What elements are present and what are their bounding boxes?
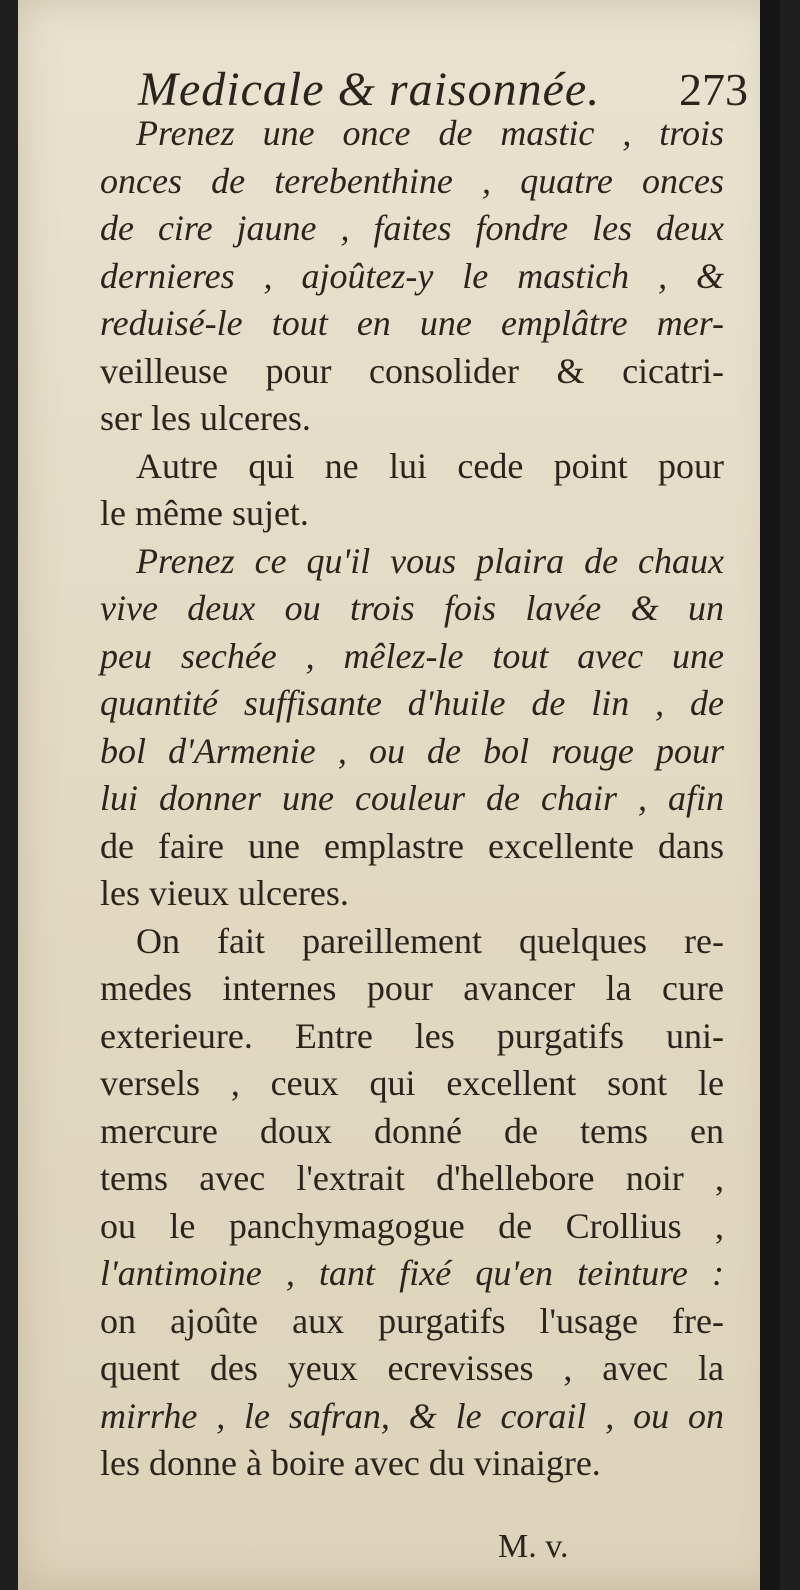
paragraph bbox=[100, 538, 724, 918]
text-line: Prenez ce qu'il vous plaira de chaux bbox=[136, 540, 724, 581]
text-line: lui donner une couleur de chair , afin bbox=[100, 778, 724, 818]
page-number: 273 bbox=[679, 64, 748, 115]
text-line: mercure doux donné de tems en bbox=[100, 1110, 724, 1151]
text-line: peu sechée , mêlez-le tout avec une bbox=[100, 635, 724, 676]
text-line: le même sujet. bbox=[100, 493, 309, 533]
text-line: versels , ceux qui excellent sont le bbox=[100, 1063, 724, 1103]
text-line: quantité suffisante d'huile de lin , de bbox=[100, 683, 724, 723]
text-line: tems avec l'extrait d'hellebore noir , bbox=[100, 1158, 724, 1198]
text-line: exterieure. Entre les purgatifs uni- bbox=[100, 1015, 724, 1056]
text-line: de faire une emplastre excellente dans bbox=[100, 825, 724, 866]
signature-mark: M. v. bbox=[498, 1528, 569, 1565]
text-line: veilleuse pour consolider & cicatri- bbox=[100, 350, 724, 391]
book-page bbox=[18, 0, 780, 1590]
text-line: reduisé-le tout en une emplâtre mer- bbox=[100, 303, 724, 343]
text-line: medes internes pour avancer la cure bbox=[100, 968, 724, 1008]
text-line: de cire jaune , faites fondre les deux bbox=[100, 208, 724, 248]
text-line: quent des yeux ecrevisses , avec la bbox=[100, 1348, 724, 1388]
text-line: les vieux ulceres. bbox=[100, 873, 349, 913]
text-line: l'antimoine , tant fixé qu'en teinture : bbox=[100, 1253, 724, 1293]
text-line: on ajoûte aux purgatifs l'usage fre- bbox=[100, 1300, 724, 1341]
running-title: Medicale & raisonnée. bbox=[138, 63, 601, 116]
text-line: On fait pareillement quelques re- bbox=[136, 920, 724, 961]
text-line: Prenez une once de mastic , trois bbox=[136, 113, 724, 153]
text-line: dernieres , ajoûtez-y le mastich , & bbox=[100, 255, 724, 296]
text-line: onces de terebenthine , quatre onces bbox=[100, 160, 724, 201]
text-line: mirrhe , le safran, & le corail , ou on bbox=[100, 1395, 724, 1436]
text-line: bol d'Armenie , ou de bol rouge pour bbox=[100, 730, 724, 771]
paragraph bbox=[100, 443, 724, 538]
text-line: ou le panchymagogue de Crollius , bbox=[100, 1205, 724, 1246]
body-text bbox=[100, 110, 724, 1488]
paragraph bbox=[100, 110, 724, 443]
paragraph bbox=[100, 918, 724, 1488]
text-line: les donne à boire avec du vinaigre. bbox=[100, 1443, 601, 1483]
page-edge-shadow bbox=[760, 0, 780, 1590]
text-line: Autre qui ne lui cede point pour bbox=[136, 445, 724, 486]
text-line: vive deux ou trois fois lavée & un bbox=[100, 588, 724, 628]
text-line: ser les ulceres. bbox=[100, 398, 311, 438]
